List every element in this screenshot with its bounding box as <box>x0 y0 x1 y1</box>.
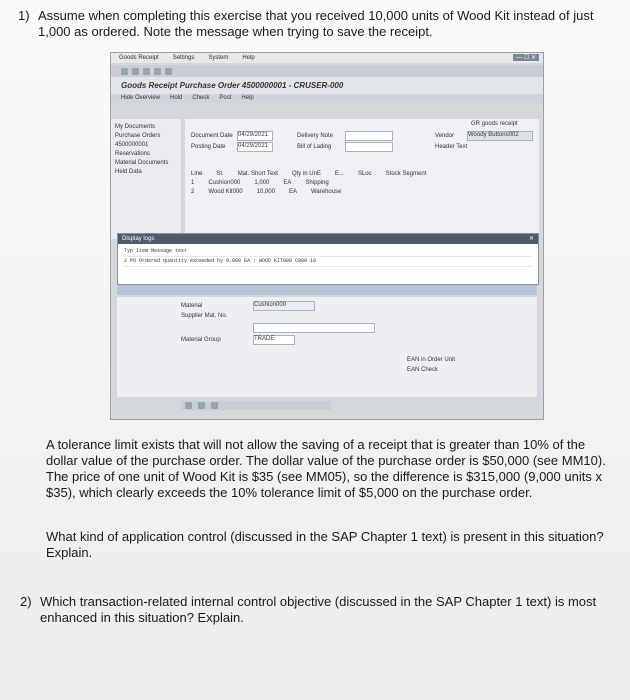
dialog-title: Display logs <box>122 236 155 242</box>
prev-icon[interactable] <box>185 402 192 409</box>
check-button[interactable]: Check <box>192 95 210 101</box>
question-2 <box>20 594 615 626</box>
dialog-toolbar <box>117 285 537 295</box>
question-2-number: 2) <box>20 594 32 609</box>
row-line: 1 <box>191 180 195 186</box>
post-button[interactable]: Post <box>219 95 232 101</box>
col-stock-segment: Stock Segment <box>385 171 427 177</box>
transaction-title: Goods Receipt Purchase Order 4500000001 - CRUSER-000 <box>111 77 543 94</box>
menu-help[interactable]: Help <box>242 55 255 61</box>
sap-toolbar <box>111 65 543 77</box>
bill-of-lading-label: Bill of Lading <box>297 144 332 150</box>
col-sloc: SLoc <box>357 171 372 177</box>
display-logs-dialog <box>117 233 539 285</box>
hide-overview-button[interactable]: Hide Overview <box>121 95 161 101</box>
pane-item[interactable]: My Documents <box>115 124 156 130</box>
doc-date-field[interactable]: 04/29/2021 <box>237 131 273 141</box>
material-group-field[interactable]: TRADE <box>253 335 295 345</box>
save-icon[interactable] <box>132 68 139 75</box>
enter-icon[interactable] <box>121 68 128 75</box>
supplier-mat-field[interactable] <box>253 323 375 333</box>
gr-label: GR goods receipt <box>471 121 518 127</box>
exit-icon[interactable] <box>154 68 161 75</box>
menu-system[interactable]: System <box>208 55 229 61</box>
hold-button[interactable]: Hold <box>170 95 183 101</box>
col-status: St. <box>216 171 224 177</box>
sap-menubar <box>111 53 543 63</box>
posting-date-field[interactable]: 04/29/2021 <box>237 142 273 152</box>
pane-item[interactable]: Reservations <box>115 151 151 157</box>
col-line: Line <box>191 171 203 177</box>
sap-footer <box>181 401 331 410</box>
next-icon[interactable] <box>198 402 205 409</box>
supplier-mat-label: Supplier Mat. No. <box>181 313 228 319</box>
sap-screenshot <box>110 52 544 420</box>
table-row[interactable] <box>191 189 533 195</box>
window-controls[interactable]: — ☐ ✕ <box>513 54 539 61</box>
header-area <box>185 119 539 239</box>
table-row[interactable] <box>191 180 533 186</box>
row-qty: 10,000 <box>256 189 275 195</box>
ean-label: EAN in Order Unit <box>407 357 456 363</box>
question-1-text: Assume when completing this exercise that you received 10,000 units of Wood Kit instead of just 1,000 as ordered. Note the message when trying to save the receipt. <box>38 8 594 39</box>
row-sloc: Shipping <box>305 180 329 186</box>
help-button[interactable]: Help <box>241 95 254 101</box>
dialog-header <box>118 234 538 244</box>
items-header-row <box>191 171 533 177</box>
row-unit: EA <box>288 189 297 195</box>
ean-check-label: EAN Check <box>407 367 439 373</box>
col-unit: E... <box>334 171 344 177</box>
menu-goods-receipt[interactable]: Goods Receipt <box>119 55 159 61</box>
item-detail <box>117 297 537 397</box>
pane-item[interactable]: Held Data <box>115 169 142 175</box>
question-1 <box>18 8 608 40</box>
cancel-icon[interactable] <box>165 68 172 75</box>
vendor-label: Vendor <box>435 133 455 139</box>
vendor-field[interactable]: Woody Buttons002 <box>467 131 533 141</box>
delivery-note-field[interactable] <box>345 131 393 141</box>
bill-of-lading-field[interactable] <box>345 142 393 152</box>
row-material: Wood Kit000 <box>208 189 243 195</box>
close-icon[interactable]: ✕ <box>528 236 534 242</box>
doc-date-label: Document Date <box>191 133 233 139</box>
pane-item[interactable]: 4500000001 <box>115 142 149 148</box>
row-qty: 1,000 <box>254 180 270 186</box>
pane-item[interactable]: Material Documents <box>115 160 169 166</box>
back-icon[interactable] <box>143 68 150 75</box>
question-1-prompt: What kind of application control (discussed in the SAP Chapter 1 text) is present in this situation? Explain. <box>46 529 604 560</box>
material-field[interactable]: Cushion000 <box>253 301 315 311</box>
tolerance-paragraph: A tolerance limit exists that will not allow the saving of a receipt that is greater than 10% of the dollar value of the purchase order. The dollar value of the purchase order is $50,000 (see MM10). The price of one unit of Wood Kit is $35 (see MM05), so the difference is $315,000 (9,000 units x $35), which clearly exceeds the 10% tolerance limit of $5,000 on the purchase order. <box>46 437 606 500</box>
material-group-label: Material Group <box>181 337 221 343</box>
question-1-number: 1) <box>18 8 30 23</box>
question-2-text: Which transaction-related internal control objective (discussed in the SAP Chapter 1 text) is most enhanced in this situation? Explain. <box>40 594 597 625</box>
header-text-label: Header Text <box>435 144 468 150</box>
delivery-note-label: Delivery Note <box>297 133 334 139</box>
pane-item[interactable]: Purchase Orders <box>115 133 161 139</box>
sap-subbar <box>111 94 543 103</box>
posting-date-label: Posting Date <box>191 144 226 150</box>
left-pane <box>111 119 181 239</box>
col-short-text: Mat. Short Text <box>237 171 278 177</box>
row-line: 2 <box>191 189 195 195</box>
col-qty: Qty in UnE <box>291 171 321 177</box>
menu-settings[interactable]: Settings <box>172 55 195 61</box>
line-icon[interactable] <box>211 402 218 409</box>
log-header: Typ Item Message text <box>124 247 532 257</box>
row-sloc: Warehouse <box>310 189 342 195</box>
row-material: Cushion000 <box>208 180 241 186</box>
message-log <box>118 244 538 270</box>
log-row[interactable]: 2 PO Ordered quantity exceeded by 9,000 EA : WOOD KIT000 C000 10 <box>124 257 532 267</box>
row-unit: EA <box>283 180 292 186</box>
items-table <box>191 171 533 195</box>
material-label: Material <box>181 303 203 309</box>
